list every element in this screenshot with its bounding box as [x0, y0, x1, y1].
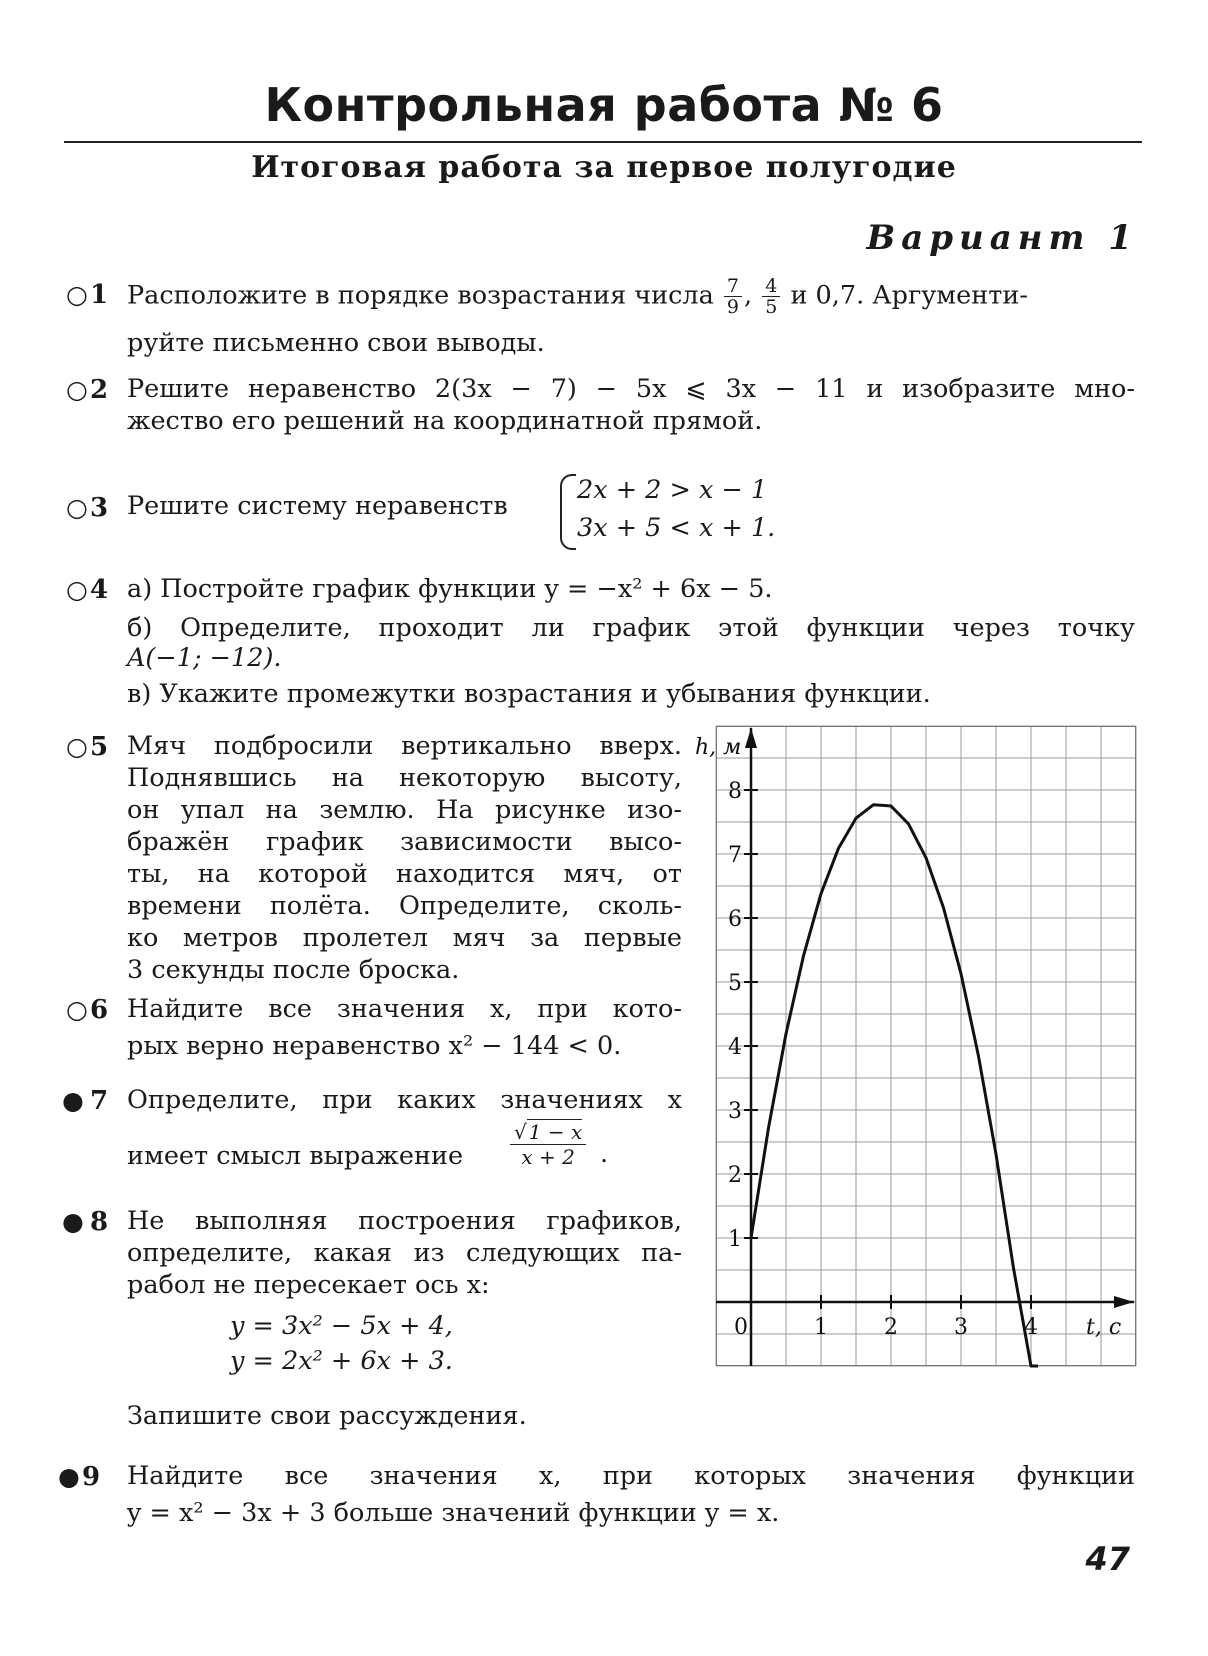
page-number: 47: [1085, 1540, 1130, 1578]
y-tick-label: 2: [728, 1163, 742, 1188]
system-brace: [560, 474, 576, 550]
task-9-line1: Найдите все значения x, при которых значения функции: [127, 1461, 1135, 1491]
task-7-line2: имеет смысл выражение: [127, 1141, 464, 1171]
x-tick-label: 2: [884, 1315, 898, 1340]
task-8-equation-2: y = 2x² + 6x + 3.: [230, 1346, 453, 1376]
task-1-text: Расположите в порядке возрастания числа: [127, 280, 714, 311]
task-6-line1: Найдите все значения x, при кото-: [127, 994, 682, 1024]
task-5-line: Мяч подбросили вертикально вверх.: [127, 731, 682, 761]
task-4-part-a: а) Постройте график функции y = −x² + 6x − 5.: [127, 574, 773, 604]
x-tick-label: 0: [734, 1315, 748, 1340]
task-8-number: 8: [90, 1207, 109, 1237]
task-7-fraction: √ 1 − x x + 2: [510, 1120, 586, 1169]
series-line: [751, 805, 1038, 1366]
task-9-number: 9: [82, 1462, 101, 1492]
height-time-graph: [695, 726, 1136, 1366]
task-7-line1: Определите, при каких значениях x: [127, 1085, 682, 1115]
task-8-tail: Запишите свои рассуждения.: [127, 1401, 527, 1431]
graph-grid: [716, 726, 1136, 1366]
task-3-text: Решите систему неравенств: [127, 491, 508, 521]
task-8-line: рабол не пересекает ось x:: [127, 1270, 490, 1300]
x-axis-label: t, с: [1086, 1315, 1122, 1340]
task-1-line1: Расположите в порядке возрастания числа $\frac{7}{9}$ , $\frac{4}{5}$ и 0,7. Аргументи-: [127, 275, 1028, 318]
task-7-period: .: [600, 1139, 609, 1169]
graph-curve: [751, 805, 1038, 1366]
y-tick-label: 6: [728, 907, 742, 932]
task-1-marker: ○: [66, 280, 88, 309]
task-9-marker: ●: [58, 1462, 80, 1491]
task-8-marker: ●: [62, 1207, 84, 1236]
radicand: 1 − x: [528, 1120, 583, 1144]
title-divider: [64, 141, 1142, 143]
y-tick-label: 1: [728, 1227, 742, 1252]
task-1-number: 1: [90, 280, 109, 310]
task-6-line2: рых верно неравенство x² − 144 < 0.: [127, 1031, 622, 1061]
variant-label: Вариант 1: [866, 218, 1138, 258]
page-subtitle: Итоговая работа за первое полугодие: [251, 150, 957, 185]
x-tick-label: 4: [1024, 1315, 1038, 1340]
x-tick-label: 3: [954, 1315, 968, 1340]
task-2-marker: ○: [66, 375, 88, 404]
task-1-line2: руйте письменно свои выводы.: [127, 328, 545, 358]
task-4-number: 4: [90, 575, 109, 605]
task-2-line1: Решите неравенство 2(3x − 7) − 5x ⩽ 3x − 11 и изобразите мно-: [127, 374, 1135, 404]
task-4-part-b-line1: б) Определите, проходит ли график этой функции через точку: [127, 613, 1135, 643]
task-4-part-c: в) Укажите промежутки возрастания и убывания функции.: [127, 679, 931, 709]
task-5-text: [127, 730, 682, 986]
task-6-number: 6: [90, 995, 109, 1025]
x-axis-arrow: [1114, 1296, 1134, 1308]
task-1-text-end: и 0,7. Аргументи-: [790, 280, 1028, 311]
y-axis-arrow: [745, 728, 757, 748]
y-tick-label: 3: [728, 1099, 742, 1124]
task-2-line2: жество его решений на координатной прямой.: [127, 406, 763, 436]
task-5-line: он упал на землю. На рисунке изо-: [127, 795, 682, 825]
task-6-marker: ○: [66, 995, 88, 1024]
page-title: Контрольная работа № 6: [264, 78, 944, 132]
task-4-part-b-line2: A(−1; −12).: [127, 643, 282, 673]
fraction-4-5: $\frac{4}{5}$: [762, 276, 780, 317]
task-5-line: Поднявшись на некоторую высоту,: [127, 763, 682, 793]
y-axis-label: h, м: [695, 735, 742, 760]
task-3-inequality-2: 3x + 5 < x + 1.: [577, 513, 776, 543]
x-tick-label: 1: [814, 1315, 828, 1340]
task-3-inequality-1: 2x + 2 > x − 1: [577, 475, 768, 505]
task-5-line: бражён график зависимости высо-: [127, 827, 682, 857]
task-7-number: 7: [90, 1086, 109, 1116]
task-5-marker: ○: [66, 732, 88, 761]
task-9-line2: y = x² − 3x + 3 больше значений функции y = x.: [127, 1498, 780, 1528]
task-4-marker: ○: [66, 575, 88, 604]
task-3-marker: ○: [66, 493, 88, 522]
task-5-line: 3 секунды после броска.: [127, 955, 460, 985]
task-2-number: 2: [90, 375, 109, 405]
task-8-line: Не выполняя построения графиков,: [127, 1206, 682, 1236]
task-7-marker: ●: [62, 1086, 84, 1115]
task-7-denominator: x + 2: [521, 1145, 575, 1169]
task-8-text: [127, 1205, 682, 1301]
y-tick-label: 7: [728, 843, 742, 868]
y-tick-label: 8: [728, 779, 742, 804]
task-5-line: ко метров пролетел мяч за первые: [127, 923, 682, 953]
task-5-line: ты, на которой находится мяч, от: [127, 859, 682, 889]
y-tick-label: 5: [728, 971, 742, 996]
task-8-line: определите, какая из следующих па-: [127, 1238, 682, 1268]
task-5-line: времени полёта. Определите, сколь-: [127, 891, 682, 921]
fraction-7-9: $\frac{7}{9}$: [724, 276, 742, 317]
y-tick-label: 4: [728, 1035, 742, 1060]
task-3-number: 3: [90, 493, 109, 523]
task-8-equation-1: y = 3x² − 5x + 4,: [230, 1311, 453, 1341]
task-5-number: 5: [90, 732, 109, 762]
